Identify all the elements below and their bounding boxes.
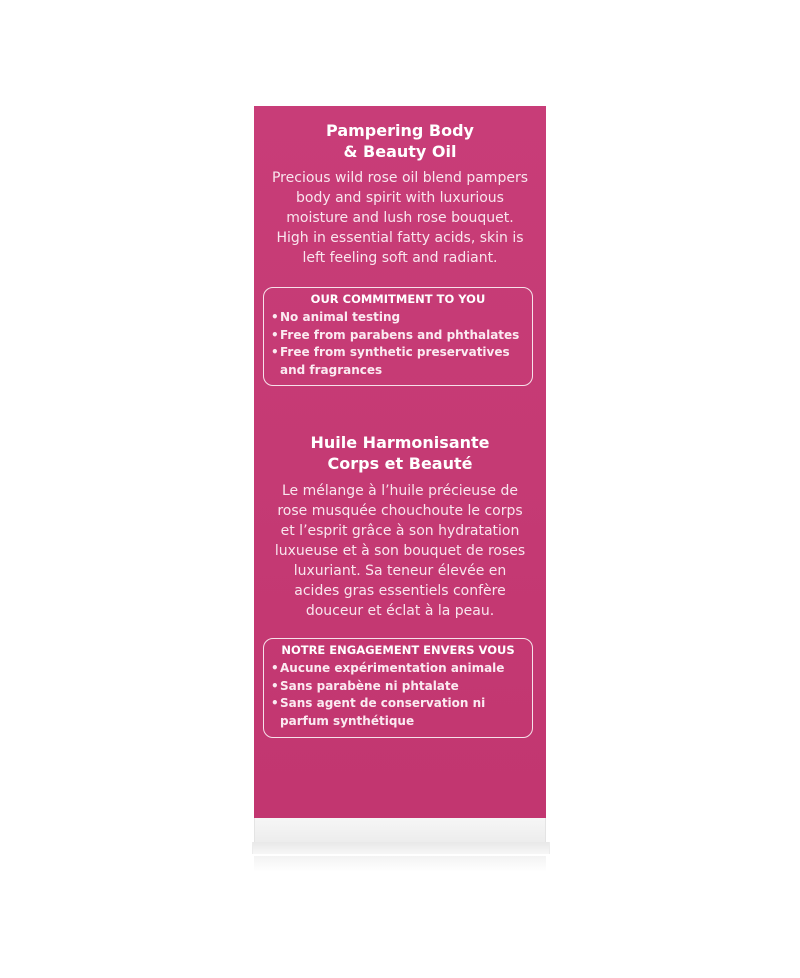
bullet-icon: • xyxy=(271,696,279,710)
commitment-item xyxy=(271,309,532,327)
commitment-item xyxy=(271,660,532,678)
description-line: Le mélange à l’huile précieuse de xyxy=(282,483,518,499)
description-line: douceur et éclat à la peau. xyxy=(305,603,495,619)
description-line: High in essential fatty acids, skin is xyxy=(276,230,524,246)
description-line: Precious wild rose oil blend pampers xyxy=(271,170,528,186)
commitment-item xyxy=(271,695,532,713)
description-line: luxueuse et à son bouquet de roses xyxy=(274,543,526,559)
english-title-line: Pampering Body xyxy=(326,121,474,140)
french-title-line: Huile Harmonisante xyxy=(310,433,490,452)
english-description xyxy=(254,168,546,268)
bullet-icon: • xyxy=(271,310,279,324)
description-line: left feeling soft and radiant. xyxy=(302,250,498,266)
commitment-item-text: Aucune expérimentation animale xyxy=(280,661,505,675)
english-title-line: & Beauty Oil xyxy=(343,142,457,161)
commitment-item xyxy=(271,344,532,362)
english-commitment-box xyxy=(263,287,533,386)
commitment-list xyxy=(271,660,532,730)
commitment-item-text: and fragrances xyxy=(280,362,383,377)
commitment-item-text: No animal testing xyxy=(280,310,401,324)
commitment-item-text: Sans parabène ni phtalate xyxy=(280,678,459,693)
commitment-title: NOTRE ENGAGEMENT ENVERS VOUS xyxy=(281,643,515,657)
french-commitment-box xyxy=(263,638,533,738)
description-line: luxuriant. Sa teneur élevée en xyxy=(293,563,507,579)
commitment-item-continued xyxy=(271,713,532,731)
description-line: moisture and lush rose bouquet. xyxy=(286,210,514,226)
french-title-line: Corps et Beauté xyxy=(327,454,473,473)
commitment-item xyxy=(271,678,532,696)
commitment-item xyxy=(271,327,532,345)
commitment-item-continued xyxy=(271,362,532,380)
commitment-list xyxy=(271,309,532,379)
description-line: rose musquée chouchoute le corps xyxy=(277,503,523,519)
description-line: et l’esprit grâce à son hydratation xyxy=(280,523,520,539)
box-reflection xyxy=(254,856,546,872)
commitment-item-text: Sans agent de conservation ni xyxy=(280,696,486,710)
french-title xyxy=(254,432,546,474)
commitment-item-text: Free from parabens and phthalates xyxy=(280,327,520,342)
commitment-item-text: Free from synthetic preservatives xyxy=(280,345,510,359)
bullet-icon: • xyxy=(271,327,279,342)
french-description xyxy=(254,481,546,621)
product-box-side-panel xyxy=(254,106,546,818)
description-line: acides gras essentiels confère xyxy=(294,583,506,599)
box-base-shadow xyxy=(252,842,550,854)
box-bottom-edge xyxy=(254,818,546,844)
description-line: body and spirit with luxurious xyxy=(296,190,504,206)
commitment-title: OUR COMMITMENT TO YOU xyxy=(310,292,486,306)
english-title xyxy=(254,120,546,162)
bullet-icon: • xyxy=(271,345,279,359)
bullet-icon: • xyxy=(271,661,279,675)
commitment-item-text: parfum synthétique xyxy=(280,713,415,728)
bullet-icon: • xyxy=(271,678,279,693)
